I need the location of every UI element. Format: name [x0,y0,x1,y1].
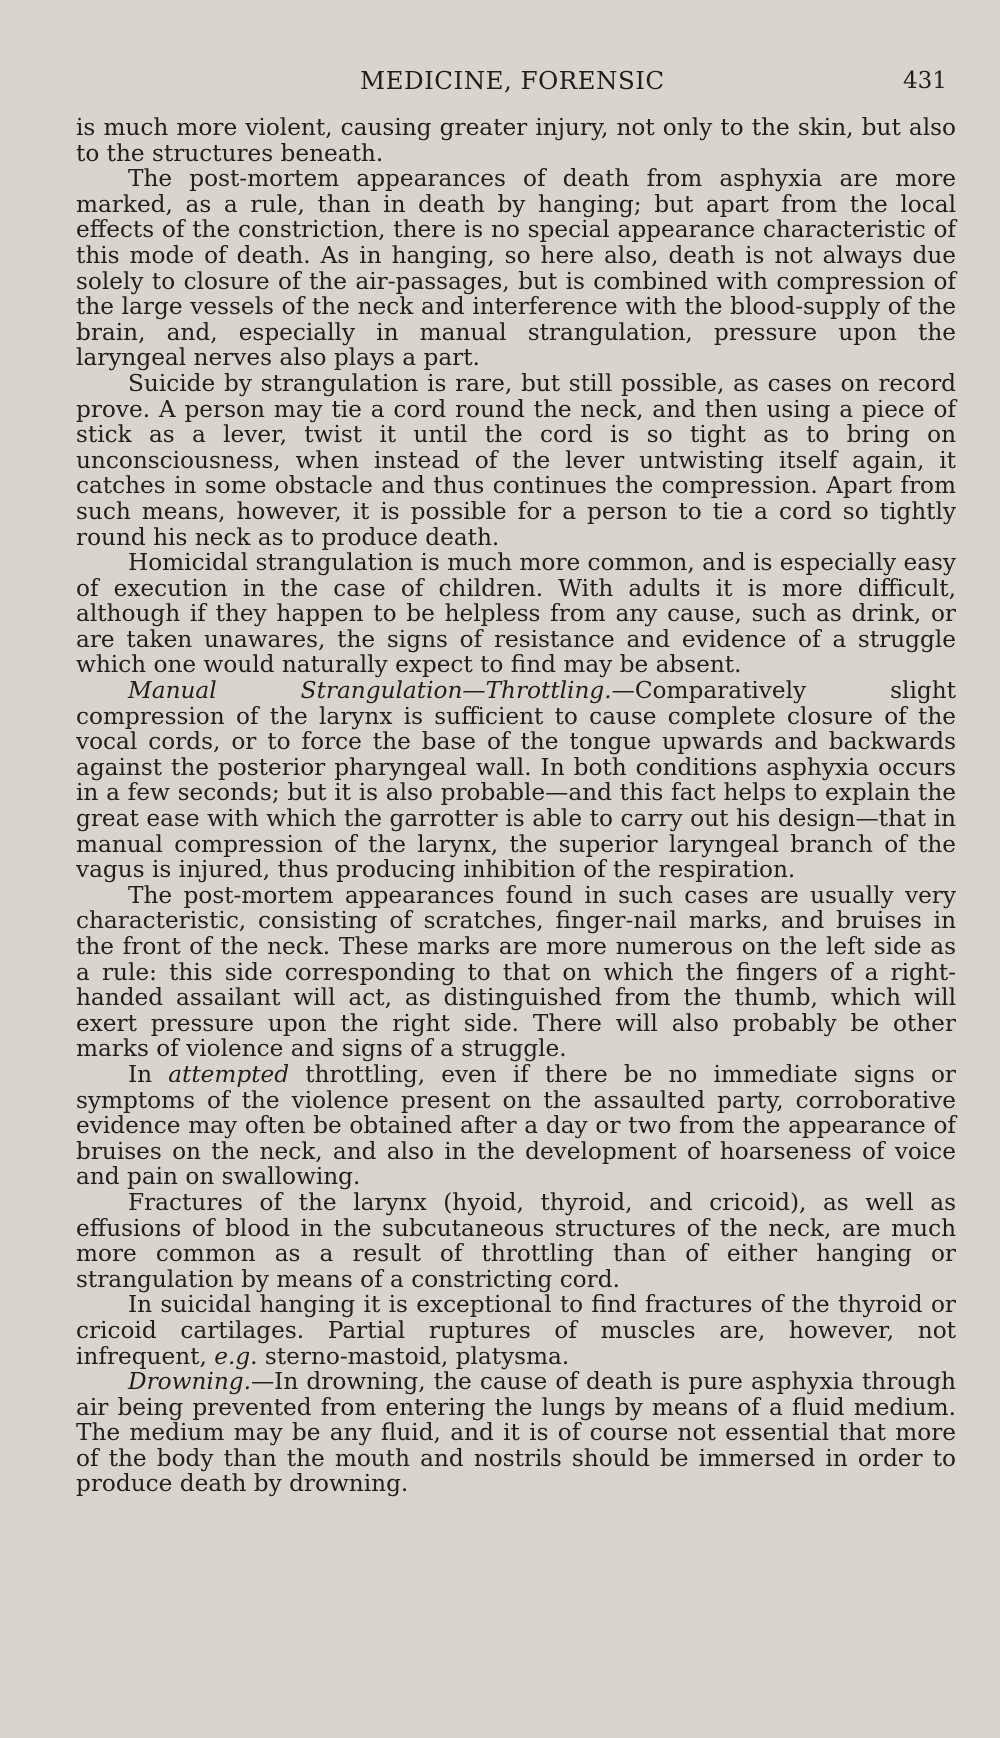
paragraph-continuation [76,115,956,166]
paragraph-text: Fractures of the larynx (hyoid, thyroid, and cricoid), as well as effusions of blood in the subcutaneous structures of the neck, are much more common as a result of throttling than of either hanging or strangulation by means of a constricting cord. [76,1188,956,1293]
paragraph-text: —Comparatively slight compression of the larynx is sufficient to cause complete closure of the vocal cords, or to force the base of the tongue upwards and backwards against the posterior pharyngeal wall. In both conditions asphyxia occurs in a few seconds; but it is also probable—and this fact helps to explain the great ease with which the garrotter is able to carry out his design—that in manual compression of the larynx, the superior laryngeal branch of the vagus is injured, thus producing inhibition of the respiration. [76,677,956,884]
page-number: 431 [903,68,947,94]
page-header [0,62,1000,102]
paragraph-post-mortem-asphyxia [76,166,956,371]
section-heading: Drowning. [128,1368,251,1396]
paragraph-suicide-strangulation [76,371,956,550]
paragraph-homicidal-strangulation [76,550,956,678]
running-title: MEDICINE, FORENSIC [360,66,665,95]
paragraph-text: The post-mortem appearances found in such cases are usually very characteristic, consisting of scratches, finger-nail marks, and bruises in the front of the neck. These marks are more numerous on the left side as a rule: this side corresponding to that on which the fingers of a right-handed assailant will act, as distinguished from the thumb, which will exert pressure upon the right side. There will also probably be other marks of violence and signs of a struggle. [76,881,956,1063]
paragraph-attempted-throttling [76,1062,956,1190]
paragraph-text: In [128,1060,169,1088]
emphasis-abbreviation: e.g. [214,1342,258,1370]
paragraph-manual-strangulation [76,678,956,883]
paragraph-drowning [76,1369,956,1497]
paragraph-post-mortem-throttling [76,883,956,1062]
paragraph-larynx-fractures [76,1190,956,1292]
emphasis-word: attempted [168,1060,290,1088]
paragraph-text: is much more violent, causing greater injury, not only to the skin, but also to the structures beneath. [76,114,956,167]
paragraph-suicidal-hanging [76,1292,956,1369]
paragraph-text: sterno-mastoid, platysma. [257,1342,570,1370]
paragraph-text: throttling, even if there be no immediate signs or symptoms of the violence present on the assaulted party, corroborative evidence may often be obtained after a day or two from the appearance of bruises on the neck, and also in the development of hoarseness of voice and pain on swallowing. [76,1060,956,1191]
paragraph-text: In suicidal hanging it is exceptional to find fractures of the thyroid or cricoid cartilages. Partial ruptures of muscles are, however, not infrequent, [76,1291,956,1370]
section-heading: Manual Strangulation—Throttling. [128,677,612,705]
paragraph-text: —In drowning, the cause of death is pure asphyxia through air being prevented from entering the lungs by means of a fluid medium. The medium may be any fluid, and it is of course not essential that more of the body than the mouth and nostrils should be immersed in order to produce death by drowning. [76,1368,956,1498]
paragraph-text: The post-mortem appearances of death from asphyxia are more marked, as a rule, than in death by hanging; but apart from the local effects of the constriction, there is no special appearance characteristic of this mode of death. As in hanging, so here also, death is not always due solely to closure of the air-passages, but is combined with compression of the large vessels of the neck and interference with the blood-supply of the brain, and, especially in manual strangulation, pressure upon the laryngeal nerves also plays a part. [76,165,956,372]
body-text [76,115,956,1497]
paragraph-text: Suicide by strangulation is rare, but still possible, as cases on record prove. A person may tie a cord round the neck, and then using a piece of stick as a lever, twist it until the cord is so tight as to bring on unconsciousness, when instead of the lever untwisting itself again, it catches in some obstacle and thus continues the compression. Apart from such means, however, it is possible for a person to tie a cord so tightly round his neck as to produce death. [76,369,956,551]
paragraph-text: Homicidal strangulation is much more common, and is especially easy of execution in the case of children. With adults it is more difficult, although if they happen to be helpless from any cause, such as drink, or are taken unawares, the signs of resistance and evidence of a struggle which one would naturally expect to find may be absent. [76,549,957,679]
